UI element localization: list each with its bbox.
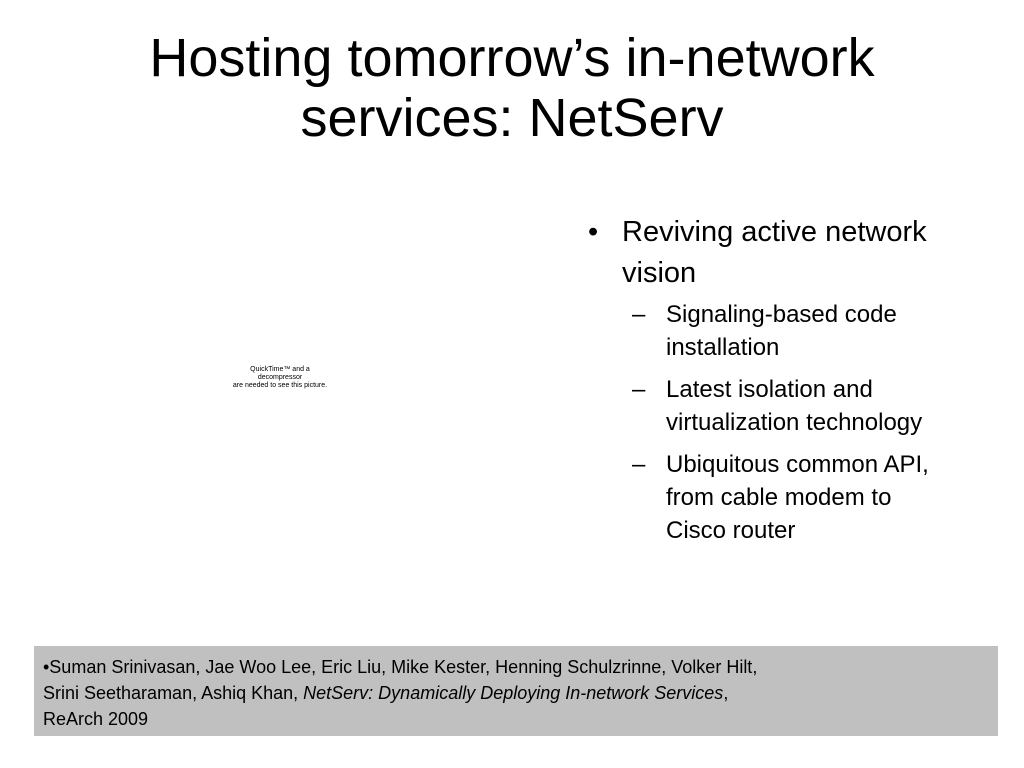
bullet-main-text <box>622 212 1000 294</box>
slide-title <box>60 28 964 148</box>
sub-bullet-text <box>666 298 1000 364</box>
quicktime-image-placeholder <box>190 366 370 390</box>
sub-bullet-marker: – <box>632 376 646 403</box>
citation-line-2 <box>43 680 989 706</box>
bullet-main <box>580 212 1000 294</box>
sub-bullet-text <box>666 373 1000 439</box>
citation-authors: Srini Seetharaman, Ashiq Khan, <box>43 683 304 703</box>
bullet-list <box>580 212 1000 556</box>
sub-bullet-signaling <box>580 298 1000 364</box>
sub-bullet-line: Ubiquitous common API, <box>666 451 929 478</box>
bullet-main-line-1: Reviving active network <box>622 216 927 248</box>
placeholder-line-1: QuickTime™ and a <box>250 366 310 373</box>
sub-bullet-api <box>580 448 1000 547</box>
slide-title-line-1: Hosting tomorrow’s in-network <box>149 28 875 88</box>
sub-bullet-isolation <box>580 373 1000 439</box>
sub-bullet-line: Latest isolation and <box>666 376 873 403</box>
sub-bullet-text <box>666 448 1000 547</box>
citation-venue: ReArch 2009 <box>43 709 149 729</box>
citation-paper-title: NetServ: Dynamically Deploying In-network Services <box>303 683 724 703</box>
placeholder-line-3: are needed to see this picture. <box>232 382 328 389</box>
bullet-main-line-2: vision <box>622 257 697 289</box>
citation-line-1: •Suman Srinivasan, Jae Woo Lee, Eric Liu, Mike Kester, Henning Schulzrinne, Volker Hilt, <box>43 657 758 677</box>
citation-box <box>34 646 998 736</box>
sub-bullet-marker: – <box>632 451 646 478</box>
sub-bullet-line: virtualization technology <box>666 409 923 436</box>
sub-bullet-marker: – <box>632 301 646 328</box>
sub-bullet-line: from cable modem to <box>666 484 892 511</box>
sub-bullet-line: Signaling-based code <box>666 301 897 328</box>
citation-comma: , <box>723 683 729 703</box>
bullet-marker: • <box>588 216 599 248</box>
sub-bullet-line: Cisco router <box>666 517 796 544</box>
sub-bullet-line: installation <box>666 334 780 361</box>
slide-title-line-2: services: NetServ <box>300 88 724 148</box>
placeholder-line-2: decompressor <box>257 374 303 381</box>
